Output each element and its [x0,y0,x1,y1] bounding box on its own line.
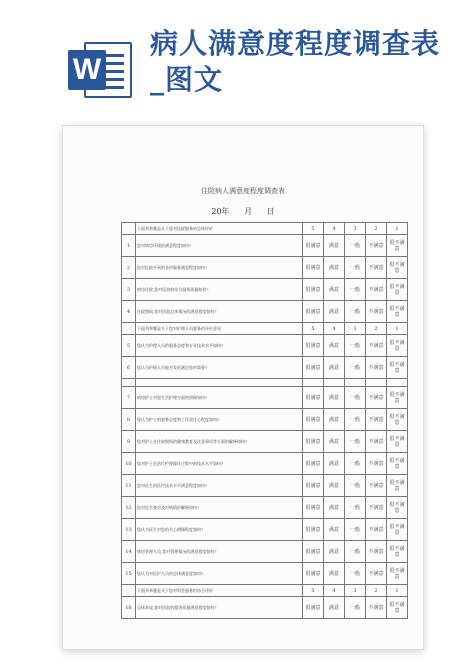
rating-cell: 很不满意 [387,475,408,497]
question-cell: 下面列举题是关于您对科室服务的综合评价 [136,585,303,597]
rating-cell: 不满意 [366,357,387,379]
rating-cell: 满意 [324,335,345,357]
page-title: 病人满意度程度调查表_图文 [150,27,441,96]
rating-cell: 不满意 [366,279,387,301]
table-row [122,357,408,379]
question-cell: 您认为护士的服务态度和工作责任心程度如何? [136,409,303,431]
rating-cell: 很不满意 [387,431,408,453]
row-number [122,223,136,235]
table-row [122,475,408,497]
rating-cell: 满意 [324,453,345,475]
table-row [122,279,408,301]
rating-cell: 1 [387,223,408,235]
rating-cell: 很满意 [303,257,324,279]
question-cell: 您认为医生对您的关心照顾程度如何? [136,519,303,541]
rating-cell: 满意 [324,497,345,519]
rating-cell [366,379,387,387]
rating-cell: 满意 [324,387,345,409]
rating-cell: 满意 [324,409,345,431]
rating-cell: 不满意 [366,235,387,257]
document-title: 住院病人满意度程度调查表 [201,187,285,195]
rating-cell: 很不满意 [387,357,408,379]
rating-cell: 一般 [345,431,366,453]
rating-cell: 一般 [345,497,366,519]
question-cell: 病房管理人员,您对管理情况的满意程度如何? [136,541,303,563]
question-cell: 您对病房环境的满意程度如何? [136,235,303,257]
row-number [122,585,136,597]
rating-cell: 2 [366,323,387,335]
table-row [122,301,408,323]
rating-cell: 很满意 [303,387,324,409]
question-cell: 您认为对医护人员的总体满意度如何? [136,563,303,585]
rating-cell: 满意 [324,301,345,323]
rating-cell: 2 [366,223,387,235]
rating-cell: 很满意 [303,519,324,541]
rating-cell: 一般 [345,475,366,497]
rating-cell: 一般 [345,257,366,279]
rating-cell: 不满意 [366,597,387,619]
table-row [122,335,408,357]
rating-cell: 一般 [345,541,366,563]
rating-cell: 3 [345,323,366,335]
row-number: 10 [122,453,136,475]
rating-cell: 不满意 [366,409,387,431]
rating-cell: 满意 [324,519,345,541]
row-number: 9 [122,431,136,453]
rating-cell: 很不满意 [387,257,408,279]
rating-cell: 一般 [345,357,366,379]
rating-cell: 很满意 [303,453,324,475]
rating-cell [324,379,345,387]
question-cell: 您认为护理人员的服务态度和专业技术水平如何? [136,335,303,357]
row-number [122,379,136,387]
table-row [122,585,408,597]
rating-cell: 4 [324,323,345,335]
rating-cell: 满意 [324,257,345,279]
rating-cell: 不满意 [366,387,387,409]
rating-cell: 很满意 [303,475,324,497]
table-row [122,431,408,453]
rating-cell: 很不满意 [387,541,408,563]
rating-cell: 很不满意 [387,387,408,409]
row-number: 13 [122,519,136,541]
table-row [122,519,408,541]
question-cell: 您认为护理人员能否及时满足您的需要? [136,357,303,379]
rating-cell: 很满意 [303,235,324,257]
rating-cell: 满意 [324,431,345,453]
rating-cell: 一般 [345,563,366,585]
word-document-icon [68,40,132,100]
rating-cell: 一般 [345,453,366,475]
table-row [122,541,408,563]
rating-cell: 不满意 [366,257,387,279]
rating-cell: 很不满意 [387,497,408,519]
rating-cell: 4 [324,223,345,235]
rating-cell: 不满意 [366,563,387,585]
rating-cell: 不满意 [366,431,387,453]
rating-cell: 不满意 [366,301,387,323]
rating-cell: 很不满意 [387,563,408,585]
question-cell: 您对医生查房及对病情的解释如何? [136,497,303,519]
row-number: 7 [122,387,136,409]
rating-cell: 满意 [324,235,345,257]
rating-cell: 很不满意 [387,301,408,323]
rating-cell: 满意 [324,597,345,619]
rating-cell: 很满意 [303,431,324,453]
table-row [122,409,408,431]
row-number [122,323,136,335]
rating-cell: 不满意 [366,453,387,475]
question-cell: 您对护士在住院期间的健康教育及注意事项等方面的解释如何? [136,431,303,453]
rating-cell: 不满意 [366,519,387,541]
question-cell: 住院期间,您对医院总体情况的满意程度如何? [136,301,303,323]
rating-cell: 很不满意 [387,335,408,357]
rating-cell: 很不满意 [387,597,408,619]
row-number: 6 [122,357,136,379]
row-number: 11 [122,475,136,497]
row-number: 3 [122,279,136,301]
rating-cell: 很不满意 [387,235,408,257]
rating-cell: 很不满意 [387,279,408,301]
row-number: 5 [122,335,136,357]
rating-cell: 很满意 [303,497,324,519]
rating-cell: 4 [324,585,345,597]
rating-cell: 很满意 [303,563,324,585]
rating-cell: 很满意 [303,409,324,431]
table-row [122,563,408,585]
table-row [122,223,408,235]
rating-cell [387,379,408,387]
question-cell: 病房住院,您对医院的综合服务质量如何? [136,279,303,301]
rating-cell: 5 [303,585,324,597]
table-row [122,497,408,519]
table-row [122,235,408,257]
question-cell: 病房护士对您生活护理方面的照顾如何? [136,387,303,409]
table-row [122,453,408,475]
rating-cell: 一般 [345,519,366,541]
question-cell [136,379,303,387]
question-cell: 总体来说,您对医院的服务质量满意程度如何? [136,597,303,619]
rating-cell: 一般 [345,279,366,301]
rating-cell: 一般 [345,235,366,257]
rating-cell: 满意 [324,357,345,379]
row-number: 4 [122,301,136,323]
rating-cell: 不满意 [366,497,387,519]
rating-cell: 不满意 [366,541,387,563]
rating-cell: 满意 [324,279,345,301]
rating-cell: 不满意 [366,335,387,357]
table-row [122,323,408,335]
row-number: 16 [122,597,136,619]
rating-cell: 2 [366,585,387,597]
row-number: 15 [122,563,136,585]
rating-cell: 一般 [345,409,366,431]
rating-cell: 很不满意 [387,453,408,475]
rating-cell: 一般 [345,597,366,619]
question-cell: 下面列举题是关于您对护理人员服务的评价意见 [136,323,303,335]
rating-cell: 1 [387,323,408,335]
question-cell: 下面列举题是关于您对医院服务的总体评价 [136,223,303,235]
rating-cell: 满意 [324,475,345,497]
table-row [122,257,408,279]
question-cell: 您对护士在治疗护理操作过程中的技术水平如何? [136,453,303,475]
rating-cell: 1 [387,585,408,597]
question-cell: 您对医生的医疗技术水平满意程度如何? [136,475,303,497]
row-number: 12 [122,497,136,519]
document-date: 20年 月 日 [211,207,275,216]
rating-cell: 5 [303,323,324,335]
rating-cell: 很满意 [303,597,324,619]
rating-cell [345,379,366,387]
rating-cell: 很不满意 [387,409,408,431]
rating-cell: 很满意 [303,357,324,379]
table-row [122,379,408,387]
rating-cell: 一般 [345,387,366,409]
rating-cell: 满意 [324,541,345,563]
rating-cell: 满意 [324,563,345,585]
survey-table [121,222,408,619]
rating-cell: 5 [303,223,324,235]
rating-cell: 很满意 [303,335,324,357]
rating-cell: 3 [345,585,366,597]
question-cell: 您对医院开展的各项服务满意程度如何? [136,257,303,279]
rating-cell: 一般 [345,301,366,323]
rating-cell [303,379,324,387]
word-letter-badge: W [68,50,106,90]
table-row [122,597,408,619]
row-number: 2 [122,257,136,279]
table-row [122,387,408,409]
rating-cell: 一般 [345,335,366,357]
rating-cell: 不满意 [366,475,387,497]
row-number: 1 [122,235,136,257]
rating-cell: 很满意 [303,279,324,301]
rating-cell: 很满意 [303,301,324,323]
document-preview[interactable] [62,125,424,650]
rating-cell: 很不满意 [387,519,408,541]
rating-cell: 很满意 [303,541,324,563]
row-number: 8 [122,409,136,431]
rating-cell: 3 [345,223,366,235]
row-number: 14 [122,541,136,563]
page-header [0,0,474,110]
